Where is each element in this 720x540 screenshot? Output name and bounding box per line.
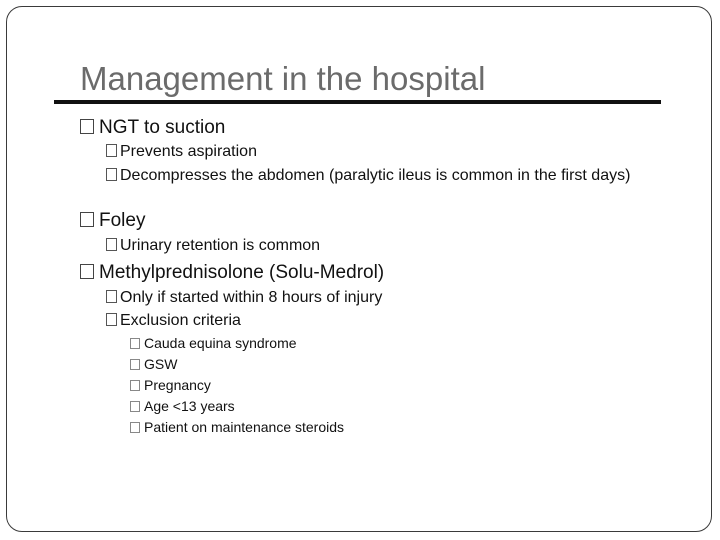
checkbox-bullet-icon bbox=[130, 380, 140, 391]
checkbox-bullet-icon bbox=[80, 119, 94, 134]
checkbox-bullet-icon bbox=[80, 264, 94, 279]
slide-title: Management in the hospital bbox=[80, 60, 486, 97]
bullet-foley bbox=[80, 210, 145, 232]
bullet-methylprednisolone bbox=[80, 262, 384, 284]
exclusion-item-steroids bbox=[130, 419, 344, 435]
bullet-text: Methylprednisolone (Solu-Medrol) bbox=[99, 262, 385, 283]
checkbox-bullet-icon bbox=[80, 212, 94, 227]
checkbox-bullet-icon bbox=[130, 401, 140, 412]
exclusion-text: GSW bbox=[144, 356, 178, 372]
sub-bullet-decompresses bbox=[106, 166, 651, 185]
checkbox-bullet-icon bbox=[106, 290, 117, 303]
sub-bullet-only-if-started bbox=[106, 289, 382, 307]
exclusion-item-gsw bbox=[130, 356, 177, 372]
exclusion-item-age bbox=[130, 398, 235, 414]
checkbox-bullet-icon bbox=[130, 359, 140, 370]
checkbox-bullet-icon bbox=[106, 144, 117, 157]
sub-bullet-urinary-retention bbox=[106, 237, 320, 255]
checkbox-bullet-icon bbox=[106, 313, 117, 326]
exclusion-item-pregnancy bbox=[130, 377, 211, 393]
exclusion-text: Patient on maintenance steroids bbox=[144, 419, 345, 435]
bullet-text: NGT to suction bbox=[99, 117, 226, 138]
sub-bullet-prevents-aspiration bbox=[106, 143, 257, 161]
checkbox-bullet-icon bbox=[106, 238, 117, 251]
exclusion-text: Pregnancy bbox=[144, 377, 211, 393]
exclusion-item-cauda-equina bbox=[130, 335, 297, 351]
sub-bullet-text: Only if started within 8 hours of injury bbox=[120, 289, 383, 306]
checkbox-bullet-icon bbox=[130, 338, 140, 349]
checkbox-bullet-icon bbox=[130, 422, 140, 433]
sub-bullet-text: Urinary retention is common bbox=[120, 237, 321, 254]
sub-bullet-exclusion-criteria bbox=[106, 312, 241, 330]
checkbox-bullet-icon bbox=[106, 168, 117, 181]
sub-bullet-text: Decompresses the abdomen (paralytic ileus is common in the first days) bbox=[120, 167, 631, 184]
exclusion-text: Age <13 years bbox=[144, 398, 235, 414]
sub-bullet-text: Exclusion criteria bbox=[120, 312, 241, 329]
sub-bullet-text: Prevents aspiration bbox=[120, 143, 257, 160]
bullet-ngt bbox=[80, 117, 225, 139]
exclusion-text: Cauda equina syndrome bbox=[144, 335, 297, 351]
bullet-text: Foley bbox=[99, 210, 146, 231]
